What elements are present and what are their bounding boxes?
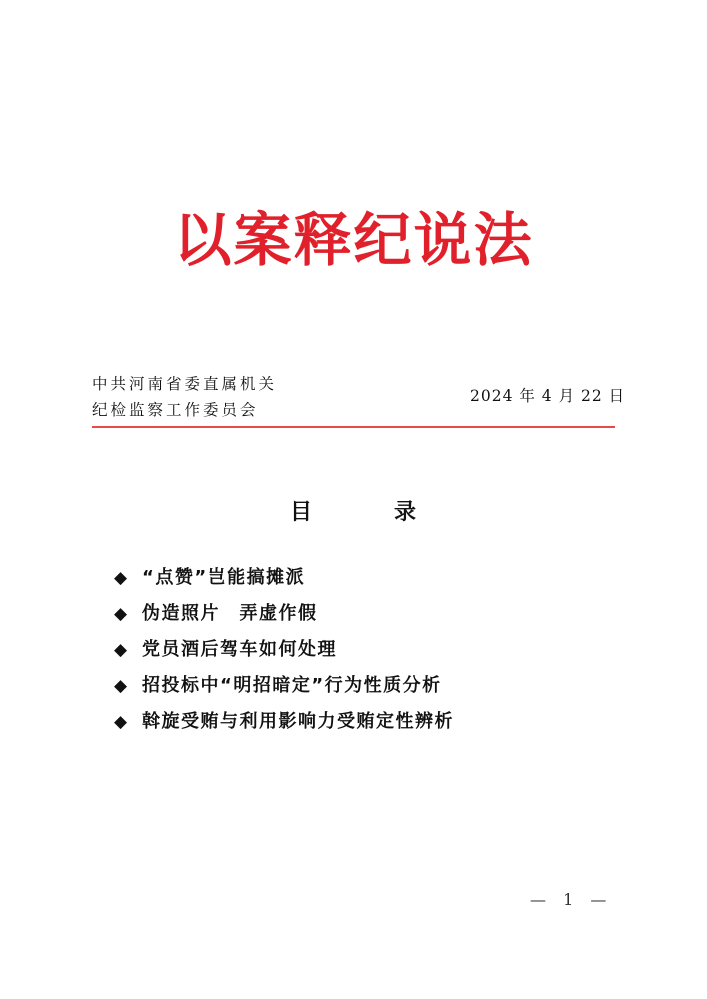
issue-date: 2024 年 4 月 22 日 xyxy=(470,387,626,405)
toc-heading-right: 录 xyxy=(394,499,417,525)
toc-item[interactable] xyxy=(114,599,454,635)
toc-item[interactable] xyxy=(114,671,454,707)
diamond-bullet-icon: ◆ xyxy=(114,676,129,696)
toc-item[interactable] xyxy=(114,563,454,599)
diamond-bullet-icon: ◆ xyxy=(114,568,129,588)
toc-item[interactable] xyxy=(114,707,454,743)
toc-item-label: 党员酒后驾车如何处理 xyxy=(142,639,337,660)
issuing-organization xyxy=(92,371,277,423)
diamond-bullet-icon: ◆ xyxy=(114,712,129,732)
toc-item-label: 伪造照片 弄虚作假 xyxy=(142,603,318,624)
diamond-bullet-icon: ◆ xyxy=(114,640,129,660)
toc-heading-left: 目 xyxy=(290,499,313,525)
masthead-title: 以案释纪说法 xyxy=(173,206,534,274)
diamond-bullet-icon: ◆ xyxy=(114,604,129,624)
toc-list xyxy=(114,563,454,743)
toc-item-label: 招投标中“明招暗定”行为性质分析 xyxy=(142,675,442,696)
issuer-line-2: 纪检监察工作委员会 xyxy=(92,401,259,419)
toc-item-label: 斡旋受贿与利用影响力受贿定性辨析 xyxy=(142,711,454,732)
page-number: — 1 — xyxy=(530,890,613,909)
toc-item[interactable] xyxy=(114,635,454,671)
red-divider xyxy=(92,426,615,428)
toc-item-label: “点赞”岂能搞摊派 xyxy=(142,567,306,588)
issuer-line-1: 中共河南省委直属机关 xyxy=(92,375,278,393)
